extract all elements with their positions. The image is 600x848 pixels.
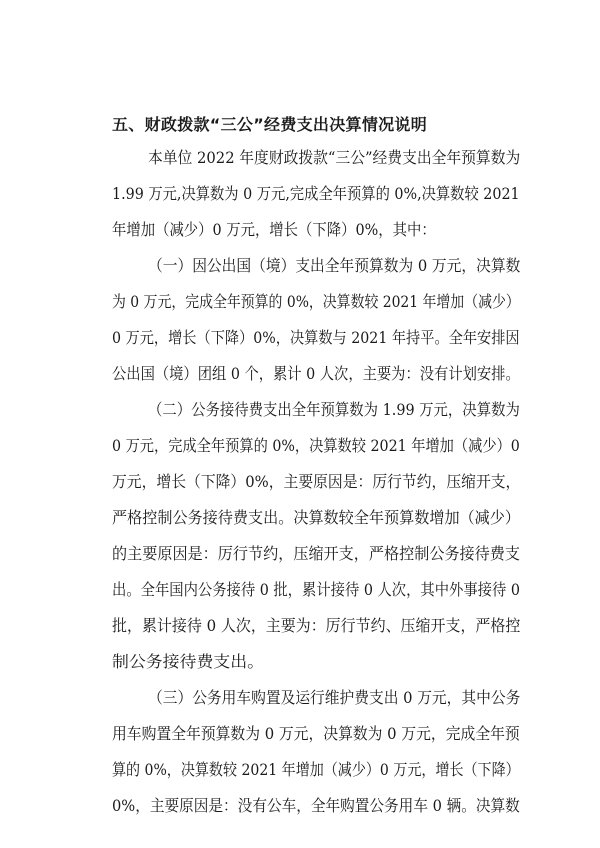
text-line: 的主要原因是：厉行节约，压缩开支，严格控制公务接待费支 [112,544,521,563]
text-line: （一）因公出国（境）支出全年预算数为 0 万元，决算数 [148,256,521,275]
text-line: 0%，主要原因是：没有公车，全年购置公务用车 0 辆。决算数 [112,796,520,815]
text-line: 公出国（境）团组 0 个，累计 0 人次，主要为：没有计划安排。 [112,364,520,383]
text-line: 1.99 万元,决算数为 0 万元,完成全年预算的 0%,决算数较 2021 [112,184,520,203]
text-line: 制公务接待费支出。 [112,652,265,671]
text-line: （三）公务用车购置及运行维护费支出 0 万元，其中公务 [148,688,521,707]
text-line: 算的 0%，决算数较 2021 年增加（减少）0 万元，增长（下降） [112,760,520,779]
text-line: 年增加（减少）0 万元，增长（下降）0%，其中： [112,220,436,239]
text-line: 本单位 2022 年度财政拨款“三公”经费支出全年预算数为 [148,148,521,167]
text-line: 万元，增长（下降）0%，主要原因是：厉行节约，压缩开支， [112,472,521,491]
text-line: （二）公务接待费支出全年预算数为 1.99 万元，决算数为 [148,400,520,419]
text-line: 出。全年国内公务接待 0 批，累计接待 0 人次，其中外事接待 0 [112,580,520,599]
text-line: 0 万元，完成全年预算的 0%，决算数较 2021 年增加（减少）0 [112,436,520,455]
text-line: 批，累计接待 0 人次，主要为：厉行节约、压缩开支，严格控 [112,616,521,635]
section-heading: 五、财政拨款“三公”经费支出决算情况说明 [112,115,428,134]
text-line: 用车购置全年预算数为 0 万元，决算数为 0 万元，完成全年预 [112,724,520,743]
text-line: 0 万元，增长（下降）0%，决算数与 2021 年持平。全年安排因 [112,328,520,347]
text-line: 严格控制公务接待费支出。决算数较全年预算数增加（减少） [112,508,521,527]
text-line: 为 0 万元，完成全年预算的 0%，决算数较 2021 年增加（减少） [112,292,520,311]
